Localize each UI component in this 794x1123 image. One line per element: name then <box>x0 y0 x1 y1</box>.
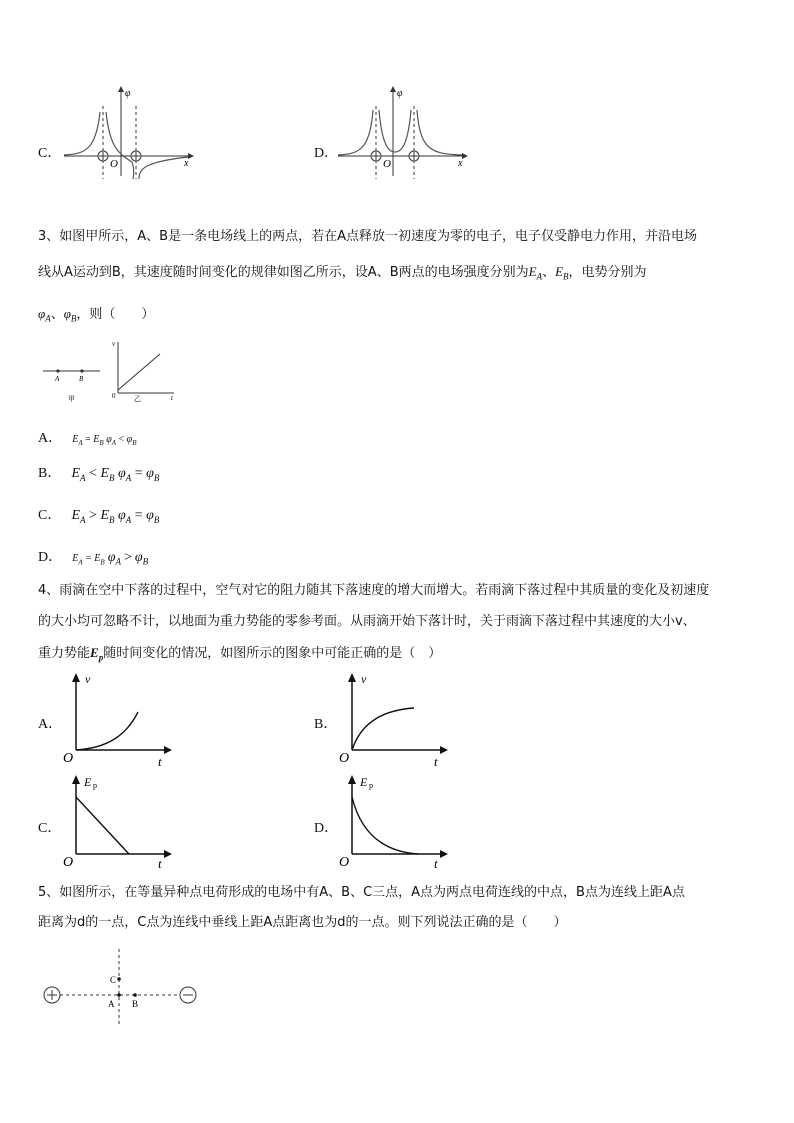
svg-text:甲: 甲 <box>68 395 75 403</box>
q3-option-b-expr: $E_A < E_B$ $\varphi_A = \varphi_B$ <box>71 466 160 483</box>
svg-text:x: x <box>458 158 463 169</box>
q3-option-a-expr: $E_A = E_B$ $\varphi_A < \varphi_B$ <box>72 434 137 447</box>
svg-text:E: E <box>360 775 368 789</box>
q4-option-c-label[interactable]: C． <box>38 821 62 836</box>
svg-text:O: O <box>63 855 74 870</box>
svg-text:O: O <box>383 158 391 170</box>
svg-text:B: B <box>132 999 139 1009</box>
q4-option-a-label[interactable]: A． <box>38 717 63 732</box>
svg-text:乙: 乙 <box>134 395 141 403</box>
svg-text:φ: φ <box>125 88 131 99</box>
q4-question-line-2: 的大小均可忽略不计，以地面为重力势能的零参考面。从雨滴开始下落计时，关于雨滴下落过程中其速度的大小v、 <box>38 614 696 629</box>
q2-option-c-graph <box>60 84 195 179</box>
q4-question-line-1: 4、雨滴在空中下落的过程中，空气对它的阻力随其下落速度的增大而增大。若雨滴下落过程中其质量的变化及初速度 <box>38 583 710 598</box>
svg-text:p: p <box>369 781 373 790</box>
q5-figure <box>38 945 206 1030</box>
svg-text:x: x <box>184 158 189 169</box>
q3-question-line-2: 线从A运动到B，其速度随时间变化的规律如图乙所示，设A、B两点的电场强度分别为$E_A$、$E_B$，电势分别为 <box>38 264 647 282</box>
svg-text:p: p <box>93 781 97 790</box>
q5-question-line-2: 距离为d的一点，C点为连线中垂线上距A点距离也为d的一点。则下列说法正确的是（ ） <box>38 915 567 930</box>
svg-text:v: v <box>361 672 367 686</box>
q3-option-a[interactable]: A． $E_A = E_B$ $\varphi_A < \varphi_B$ <box>38 431 137 447</box>
q3-question-line-3: $\varphi_A$、$\varphi_B$，则（ ） <box>38 306 155 324</box>
svg-text:A: A <box>55 375 60 383</box>
q3-question-line-1: 3、如图甲所示，A、B是一条电场线上的两点，若在A点释放一初速度为零的电子，电子仅受静电力作用，并沿电场 <box>38 229 697 244</box>
q5-question-line-1: 5、如图所示，在等量异种点电荷形成的电场中有A、B、C三点，A点为两点电荷连线的中点，B点为连线上距A点 <box>38 885 685 900</box>
svg-text:O: O <box>110 158 118 170</box>
q3-option-c[interactable]: C． $E_A > E_B$ $\varphi_A = \varphi_B$ <box>38 508 160 525</box>
q4-option-b-label[interactable]: B． <box>314 717 338 732</box>
q3-figure <box>38 338 183 404</box>
svg-text:v: v <box>85 672 91 686</box>
q4-option-b-graph <box>338 670 450 768</box>
svg-text:E: E <box>84 775 92 789</box>
svg-text:A: A <box>108 999 115 1009</box>
svg-text:O: O <box>339 855 350 870</box>
svg-text:φ: φ <box>397 88 403 99</box>
q2-option-d-label[interactable]: D． <box>314 146 339 161</box>
q2-option-d-graph <box>334 84 469 179</box>
svg-text:O: O <box>339 751 350 766</box>
q3-option-d-expr: $E_A = E_B$ $\varphi_A > \varphi_B$ <box>72 550 149 567</box>
svg-text:O: O <box>63 751 74 766</box>
q2-option-c-label[interactable]: C． <box>38 146 62 161</box>
svg-text:B: B <box>79 375 84 383</box>
q3-option-c-expr: $E_A > E_B$ $\varphi_A = \varphi_B$ <box>71 508 160 525</box>
svg-text:t: t <box>158 754 162 768</box>
q4-option-d-graph <box>338 772 450 870</box>
svg-text:t: t <box>171 394 173 402</box>
svg-text:t: t <box>434 856 438 870</box>
q3-option-b[interactable]: B． $E_A < E_B$ $\varphi_A = \varphi_B$ <box>38 466 160 483</box>
q3-option-d[interactable]: D． $E_A = E_B$ $\varphi_A > \varphi_B$ <box>38 550 149 567</box>
q4-option-c-graph <box>62 772 174 870</box>
svg-text:t: t <box>434 754 438 768</box>
svg-text:0: 0 <box>112 392 116 400</box>
q4-question-line-3: 重力势能$E_p$随时间变化的情况，如图所示的图象中可能正确的是（ ） <box>38 645 442 663</box>
q4-option-a-graph <box>62 670 174 768</box>
svg-text:t: t <box>158 856 162 870</box>
svg-text:C: C <box>110 975 117 985</box>
q4-option-d-label[interactable]: D． <box>314 821 339 836</box>
svg-text:v: v <box>112 340 116 348</box>
